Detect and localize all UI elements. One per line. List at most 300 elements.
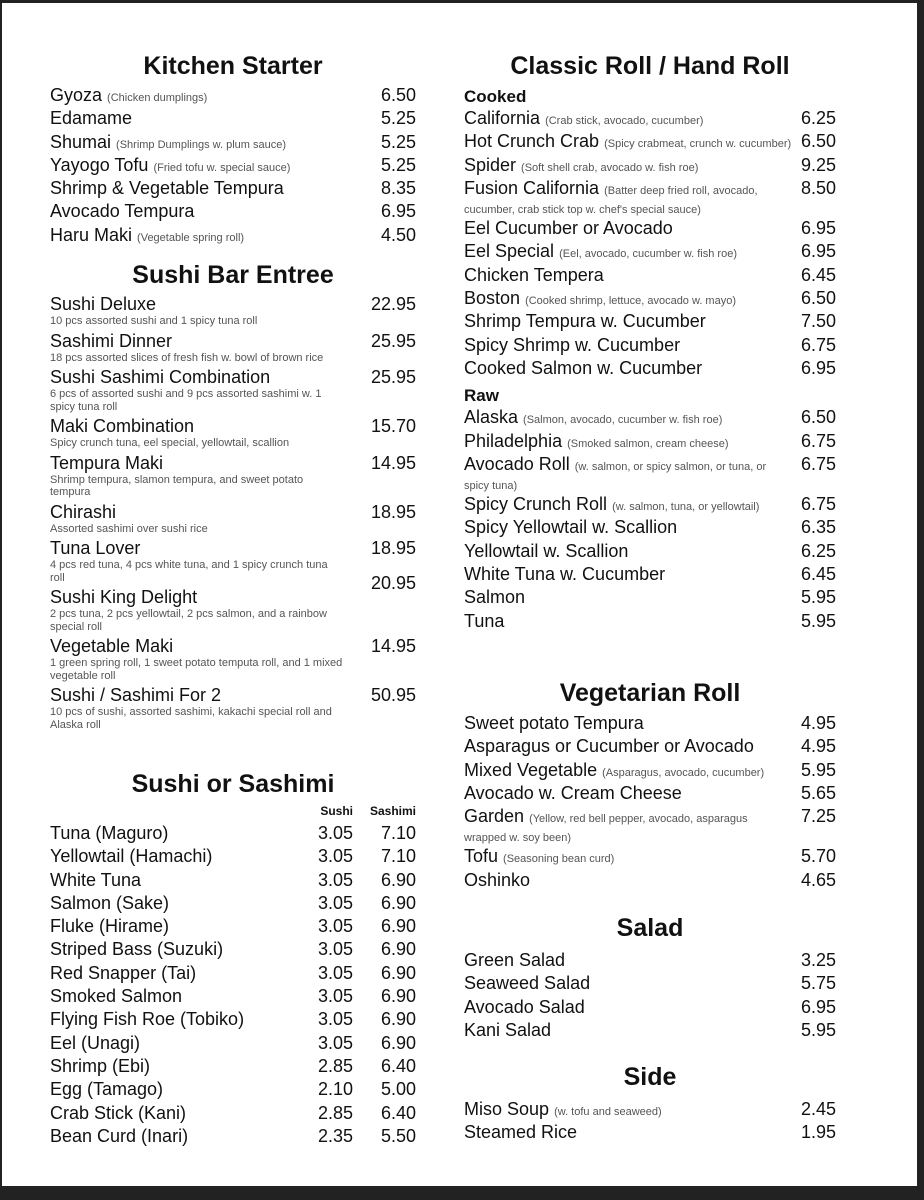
- item-price: 15.70: [370, 416, 416, 436]
- item-price: 4.65: [800, 869, 836, 890]
- item-name: Striped Bass (Suzuki): [50, 939, 224, 960]
- sashimi-price: 6.90: [380, 986, 416, 1007]
- item-name: Eel Cucumber or Avocado: [464, 218, 673, 239]
- classic-roll-section: [464, 51, 836, 633]
- item-price: 14.95: [370, 452, 416, 473]
- item-price: 6.45: [800, 264, 836, 285]
- item-description: (Smoked salmon, cream cheese): [567, 437, 729, 450]
- menu-item: [464, 996, 836, 1019]
- item-name-block: [50, 636, 364, 682]
- item-name-block: [464, 712, 792, 735]
- menu-item: [50, 107, 416, 130]
- item-name-block: [50, 177, 372, 200]
- item-price: 4.95: [800, 713, 836, 733]
- item-price: 5.95: [800, 587, 836, 608]
- menu-item: [464, 334, 836, 357]
- menu-item: [50, 177, 416, 200]
- item-name: Avocado w. Cream Cheese: [464, 782, 682, 803]
- item-description: (w. salmon, or spicy salmon, or tuna, or spicy tuna): [464, 460, 767, 493]
- item-name-block: [464, 1098, 792, 1121]
- item-name: Steamed Rice: [464, 1122, 578, 1143]
- sashimi-price: 6.90: [380, 1032, 416, 1053]
- item-name: Salmon: [464, 587, 526, 608]
- menu-item: [50, 1125, 416, 1148]
- salad-section: [464, 913, 836, 1042]
- item-name-block: [50, 200, 372, 223]
- item-name-block: [464, 177, 792, 217]
- item-description: (w. tofu and seaweed): [554, 1106, 662, 1118]
- item-name: Tofu: [464, 846, 499, 867]
- item-name-block: [464, 610, 792, 633]
- menu-page: [2, 3, 917, 1186]
- menu-item: [464, 310, 836, 333]
- item-price: 1.95: [800, 1122, 836, 1143]
- menu-item: [464, 406, 836, 429]
- item-name-block: [464, 493, 792, 516]
- menu-item: [464, 130, 836, 153]
- menu-item: [464, 759, 836, 782]
- menu-item: [464, 357, 836, 380]
- item-price: 6.95: [380, 201, 416, 222]
- menu-item: [50, 1008, 416, 1031]
- item-name-block: [50, 453, 364, 499]
- item-name: Salmon (Sake): [50, 892, 170, 913]
- item-name: Kani Salad: [464, 1019, 552, 1040]
- item-name: Gyoza: [50, 85, 103, 105]
- item-name-block: [50, 367, 364, 413]
- item-name-block: [464, 264, 792, 287]
- side-section: [464, 1062, 836, 1145]
- item-name-block: [464, 949, 792, 972]
- sushi-price: 3.05: [317, 892, 353, 913]
- item-name: Green Salad: [464, 950, 566, 970]
- item-name: Tempura Maki: [50, 452, 164, 473]
- menu-item: [464, 107, 836, 130]
- menu-item: [464, 949, 836, 972]
- item-price: 4.50: [380, 224, 416, 245]
- item-name: Maki Combination: [50, 416, 195, 436]
- section-title: Sushi Bar Entree: [132, 261, 334, 289]
- menu-item: [50, 938, 416, 961]
- menu-item: [50, 1102, 416, 1125]
- item-name: Haru Maki: [50, 224, 133, 245]
- menu-item: [464, 264, 836, 287]
- item-name-block: [50, 502, 364, 536]
- item-name-block: [50, 224, 372, 247]
- item-name-block: [464, 586, 792, 609]
- item-name: Sushi Sashimi Combination: [50, 367, 271, 387]
- item-name-block: [464, 310, 792, 333]
- item-price: 50.95: [370, 685, 416, 705]
- item-price: 5.25: [380, 108, 416, 129]
- item-description: Shrimp tempura, slamon tempura, and sweet potato tempura: [50, 473, 304, 498]
- menu-item: [50, 200, 416, 223]
- item-name: Chirashi: [50, 501, 117, 522]
- item-price: 6.75: [800, 453, 836, 474]
- item-name: Tuna: [464, 610, 505, 631]
- item-description: (Yellow, red bell pepper, avocado, asparagus wrapped w. soy been): [464, 813, 748, 845]
- item-name-block: [50, 107, 372, 130]
- sushi-or-sashimi-section: [50, 769, 416, 1148]
- menu-item: [464, 240, 836, 263]
- item-description: (Shrimp Dumplings w. plum sauce): [116, 138, 286, 151]
- kitchen-starter-section: [50, 51, 416, 247]
- menu-item: [464, 540, 836, 563]
- item-name: Red Snapper (Tai): [50, 962, 197, 983]
- item-description: (Batter deep fried roll, avocado, cucumber, crab stick top w. chef's special sauce): [464, 184, 758, 217]
- item-description: (Eel, avocado, cucumber w. fish roe): [559, 248, 737, 261]
- item-price: 6.95: [800, 996, 836, 1017]
- menu-item: [50, 985, 416, 1008]
- item-name: Mixed Vegetable: [464, 759, 598, 780]
- item-description: 18 pcs assorted slices of fresh fish w. bowl of brown rice: [50, 351, 324, 364]
- item-name: Avocado Tempura: [50, 201, 195, 222]
- item-price: 6.95: [800, 218, 836, 239]
- item-name-block: [50, 416, 364, 450]
- menu-item: [464, 430, 836, 453]
- sushi-price: 2.85: [317, 1055, 353, 1076]
- menu-item: [50, 294, 416, 328]
- item-name-block: [464, 107, 792, 130]
- menu-item: [464, 493, 836, 516]
- menu-item: [464, 805, 836, 845]
- item-name: Yellowtail w. Scallion: [464, 540, 629, 561]
- item-name-block: [50, 131, 372, 154]
- item-name: White Tuna: [50, 869, 142, 890]
- item-description: 2 pcs tuna, 2 pcs yellowtail, 2 pcs salmon, and a rainbow special roll: [50, 608, 327, 633]
- menu-item: [50, 1032, 416, 1055]
- section-title: Kitchen Starter: [143, 52, 323, 80]
- menu-item: [464, 586, 836, 609]
- item-name-block: [464, 1121, 792, 1144]
- item-price: 5.65: [800, 782, 836, 803]
- menu-item: [50, 224, 416, 247]
- section-title: Sushi or Sashimi: [131, 770, 335, 798]
- item-name-block: [464, 357, 792, 380]
- item-name-block: [464, 516, 792, 539]
- sashimi-price: 6.90: [380, 939, 416, 960]
- item-price: 6.50: [800, 407, 836, 428]
- sushi-price: 3.05: [317, 916, 353, 937]
- item-description: (Crab stick, avocado, cucumber): [545, 115, 704, 127]
- sashimi-price: 6.40: [380, 1102, 416, 1123]
- item-name-block: [464, 972, 792, 995]
- item-price: 25.95: [370, 367, 416, 387]
- sushi-price: 3.05: [317, 986, 353, 1007]
- item-price: 6.75: [800, 334, 836, 355]
- sashimi-price: 6.90: [380, 916, 416, 937]
- item-description: (Asparagus, avocado, cucumber): [602, 766, 765, 779]
- item-name: Sushi / Sashimi For 2: [50, 685, 222, 705]
- menu-item: [50, 892, 416, 915]
- item-price: 6.45: [800, 564, 836, 585]
- sashimi-price: 7.10: [380, 823, 416, 843]
- sushi-price: 3.05: [317, 846, 353, 867]
- item-name-block: [464, 869, 792, 892]
- item-name-block: [464, 996, 792, 1019]
- item-name-block: [464, 453, 792, 493]
- menu-item: [464, 516, 836, 539]
- item-name: Spider: [464, 154, 517, 175]
- item-description: Spicy crunch tuna, eel special, yellowtail, scallion: [50, 437, 290, 449]
- item-name: Yayogo Tofu: [50, 154, 149, 175]
- menu-item: [50, 331, 416, 365]
- item-name: Avocado Roll: [464, 453, 570, 474]
- item-description: 10 pcs assorted sushi and 1 spicy tuna roll: [50, 315, 258, 327]
- section-title: Vegetarian Roll: [559, 679, 741, 707]
- sushi-bar-entree-section: [50, 260, 416, 734]
- menu-item: [50, 538, 416, 584]
- item-name: Tuna Lover: [50, 538, 141, 558]
- item-name: Philadelphia: [464, 430, 563, 451]
- item-description: 4 pcs red tuna, 4 pcs white tuna, and 1 spicy crunch tuna roll: [50, 559, 328, 584]
- item-name: Shumai: [50, 131, 112, 152]
- section-title: Side: [623, 1063, 677, 1091]
- item-description: 10 pcs of sushi, assorted sashimi, kakachi special roll and Alaska roll: [50, 706, 332, 731]
- sashimi-price: 5.00: [380, 1079, 416, 1100]
- item-description: (Fried tofu w. special sauce): [153, 161, 291, 174]
- col-sashimi: Sashimi: [369, 804, 416, 818]
- item-name-block: [464, 217, 792, 240]
- sushi-price: 3.05: [317, 1009, 353, 1030]
- item-name-block: [464, 406, 792, 429]
- sashimi-price: 7.10: [380, 846, 416, 867]
- item-price: 25.95: [370, 330, 416, 351]
- menu-item: [50, 636, 416, 682]
- item-name-block: [464, 805, 792, 845]
- menu-item: [464, 177, 836, 217]
- menu-item: [464, 735, 836, 758]
- sushi-price: 3.05: [317, 823, 353, 843]
- item-name: Egg (Tamago): [50, 1079, 164, 1100]
- item-price: 14.95: [370, 636, 416, 656]
- menu-item: [464, 845, 836, 868]
- item-description: (Soft shell crab, avocado w. fish roe): [521, 161, 699, 174]
- menu-item: [50, 573, 416, 633]
- item-name: Spicy Yellowtail w. Scallion: [464, 517, 678, 538]
- item-price: 5.95: [800, 1019, 836, 1040]
- item-name-block: [464, 845, 792, 868]
- menu-item: [50, 154, 416, 177]
- item-name: Shrimp (Ebi): [50, 1055, 151, 1076]
- item-name: Cooked Salmon w. Cucumber: [464, 357, 703, 378]
- item-description: (Cooked shrimp, lettuce, avocado w. mayo): [525, 295, 736, 308]
- menu-item: [50, 84, 416, 107]
- item-price: 5.70: [800, 846, 836, 867]
- section-title: Salad: [616, 914, 684, 942]
- menu-item: [50, 685, 416, 731]
- menu-item: [464, 712, 836, 735]
- item-name-block: [464, 287, 792, 310]
- menu-item: [50, 502, 416, 536]
- item-name-block: [464, 782, 792, 805]
- item-name: Bean Curd (Inari): [50, 1125, 189, 1146]
- item-name: Edamame: [50, 108, 133, 129]
- item-name: Sushi King Delight: [50, 587, 198, 607]
- item-description: (Seasoning bean curd): [503, 853, 615, 866]
- item-name: Tuna (Maguro): [50, 823, 169, 843]
- item-name: Chicken Tempera: [464, 264, 604, 285]
- item-price: 18.95: [370, 538, 416, 558]
- column-headers: [50, 803, 416, 819]
- item-price: 6.75: [800, 430, 836, 451]
- item-name: Yellowtail (Hamachi): [50, 846, 213, 867]
- menu-item: [50, 822, 416, 845]
- col-sushi: Sushi: [320, 804, 353, 818]
- menu-item: [464, 869, 836, 892]
- item-price: 8.50: [800, 177, 836, 198]
- menu-item: [464, 154, 836, 177]
- menu-item: [464, 1019, 836, 1042]
- vegetarian-roll-section: [464, 678, 836, 892]
- item-name: Eel Special: [464, 241, 555, 262]
- item-description: 6 pcs of assorted sushi and 9 pcs assorted sashimi w. 1 spicy tuna roll: [50, 388, 322, 413]
- item-price: 5.25: [380, 154, 416, 175]
- menu-item: [464, 563, 836, 586]
- item-price: 9.25: [800, 154, 836, 175]
- item-price: 5.95: [800, 610, 836, 631]
- item-price: 5.75: [800, 973, 836, 994]
- menu-item: [50, 845, 416, 868]
- sushi-price: 2.10: [317, 1079, 353, 1100]
- item-price: 4.95: [800, 736, 836, 757]
- menu-item: [464, 217, 836, 240]
- item-description: 1 green spring roll, 1 sweet potato temputa roll, and 1 mixed vegetable roll: [50, 657, 343, 682]
- menu-item: [464, 1121, 836, 1144]
- item-name: Sushi Deluxe: [50, 294, 157, 314]
- sushi-price: 3.05: [317, 869, 353, 890]
- item-name: Eel (Unagi): [50, 1032, 141, 1053]
- item-name: Sashimi Dinner: [50, 330, 173, 351]
- sashimi-price: 6.40: [380, 1055, 416, 1076]
- item-name: Flying Fish Roe (Tobiko): [50, 1009, 245, 1030]
- item-name-block: [464, 563, 792, 586]
- item-name: Garden: [464, 806, 525, 827]
- item-price: 6.50: [800, 288, 836, 309]
- sashimi-price: 5.50: [380, 1125, 416, 1146]
- item-name: Smoked Salmon: [50, 986, 183, 1007]
- item-name: Asparagus or Cucumber or Avocado: [464, 736, 754, 757]
- item-description: (w. salmon, tuna, or yellowtail): [612, 501, 760, 514]
- item-name: Shrimp Tempura w. Cucumber: [464, 311, 706, 332]
- menu-item: [50, 962, 416, 985]
- item-name: Fusion California: [464, 177, 600, 198]
- sashimi-price: 6.90: [380, 962, 416, 983]
- item-name-block: [50, 331, 364, 365]
- menu-item: [464, 453, 836, 493]
- item-name-block: [464, 154, 792, 177]
- sushi-price: 2.35: [317, 1125, 353, 1146]
- menu-item: [50, 869, 416, 892]
- item-name-block: [50, 154, 372, 177]
- item-price: 20.95: [370, 573, 416, 593]
- menu-item: [464, 610, 836, 633]
- item-name: Crab Stick (Kani): [50, 1102, 187, 1123]
- item-price: 22.95: [370, 294, 416, 314]
- item-name-block: [464, 240, 792, 263]
- item-name-block: [464, 735, 792, 758]
- item-price: 6.25: [800, 540, 836, 561]
- item-price: 6.95: [800, 241, 836, 262]
- item-name-block: [50, 685, 364, 731]
- item-price: 8.35: [380, 178, 416, 199]
- sushi-price: 3.05: [317, 1032, 353, 1053]
- item-price: 5.25: [380, 131, 416, 152]
- item-name: Boston: [464, 288, 521, 309]
- item-name-block: [464, 334, 792, 357]
- sashimi-price: 6.90: [380, 869, 416, 890]
- item-name-block: [50, 538, 364, 584]
- item-price: 6.75: [800, 494, 836, 515]
- item-price: 3.25: [800, 950, 836, 970]
- item-name: Hot Crunch Crab: [464, 131, 600, 152]
- item-name-block: [464, 130, 792, 153]
- item-description: Assorted sashimi over sushi rice: [50, 522, 208, 535]
- item-name: White Tuna w. Cucumber: [464, 564, 666, 585]
- menu-item: [50, 367, 416, 413]
- item-description: (Salmon, avocado, cucumber w. fish roe): [523, 414, 723, 427]
- item-name-block: [464, 540, 792, 563]
- menu-item: [50, 453, 416, 499]
- menu-item: [50, 416, 416, 450]
- item-name-block: [50, 294, 364, 328]
- subheading-raw: Raw: [464, 386, 499, 406]
- item-name: Sweet potato Tempura: [464, 713, 644, 733]
- menu-item: [464, 782, 836, 805]
- menu-item: [50, 915, 416, 938]
- item-name-block: [464, 1019, 792, 1042]
- item-name: Alaska: [464, 407, 519, 428]
- item-price: 6.25: [800, 108, 836, 128]
- menu-item: [464, 972, 836, 995]
- item-name-block: [464, 759, 792, 782]
- item-price: 7.50: [800, 311, 836, 332]
- item-description: (Chicken dumplings): [107, 92, 208, 104]
- sashimi-price: 6.90: [380, 892, 416, 913]
- item-price: 2.45: [800, 1099, 836, 1119]
- item-name: Avocado Salad: [464, 996, 585, 1017]
- item-name: Spicy Crunch Roll: [464, 494, 608, 515]
- item-price: 18.95: [370, 501, 416, 522]
- item-name: Spicy Shrimp w. Cucumber: [464, 334, 681, 355]
- item-price: 6.95: [800, 357, 836, 378]
- item-name-block: [464, 430, 792, 453]
- sushi-price: 3.05: [317, 962, 353, 983]
- item-name: Vegetable Maki: [50, 636, 174, 656]
- item-name: Seaweed Salad: [464, 973, 591, 994]
- item-price: 6.35: [800, 517, 836, 538]
- sushi-price: 3.05: [317, 939, 353, 960]
- item-price: 6.50: [380, 85, 416, 105]
- item-price: 5.95: [800, 759, 836, 780]
- item-name-block: [50, 84, 372, 107]
- item-description: (Spicy crabmeat, crunch w. cucumber): [604, 138, 792, 151]
- menu-item: [50, 1055, 416, 1078]
- item-name-block: [50, 587, 364, 633]
- item-price: 7.25: [800, 806, 836, 827]
- menu-item: [50, 131, 416, 154]
- item-name: Shrimp & Vegetable Tempura: [50, 178, 284, 199]
- item-name: Oshinko: [464, 869, 531, 890]
- item-description: (Vegetable spring roll): [137, 231, 245, 244]
- sashimi-price: 6.90: [380, 1009, 416, 1030]
- item-price: 6.50: [800, 131, 836, 152]
- menu-item: [464, 287, 836, 310]
- sushi-price: 2.85: [317, 1102, 353, 1123]
- section-title: Classic Roll / Hand Roll: [510, 52, 790, 80]
- item-name: Fluke (Hirame): [50, 916, 170, 937]
- menu-item: [464, 1098, 836, 1121]
